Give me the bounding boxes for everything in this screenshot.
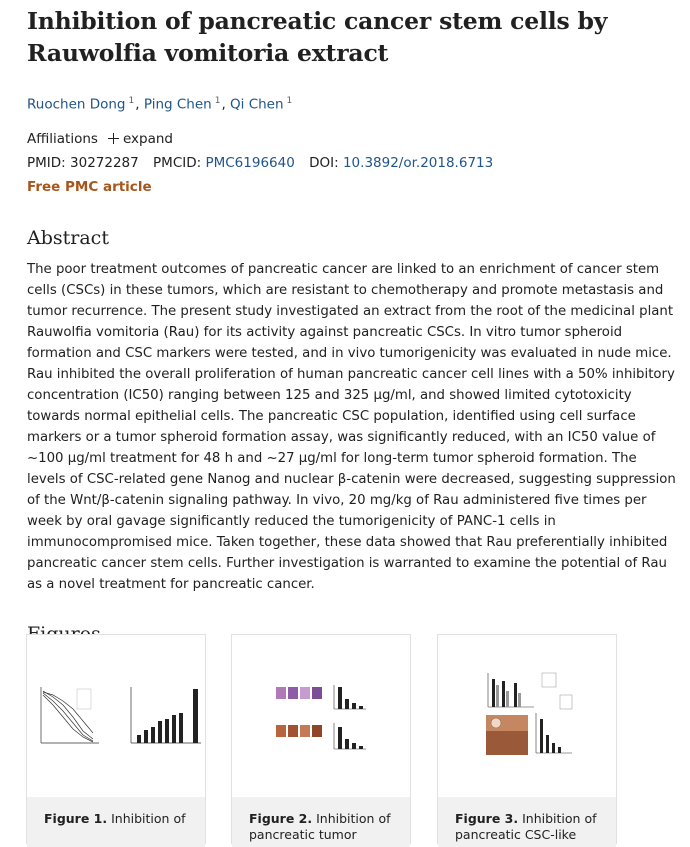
expand-button[interactable]: expand xyxy=(122,130,173,147)
figures-carousel xyxy=(26,634,626,844)
author-affiliation-sup[interactable]: 1 xyxy=(128,96,135,106)
figure-thumbnail-1[interactable] xyxy=(27,635,205,797)
author-list xyxy=(27,91,679,115)
author-link[interactable]: Ping Chen xyxy=(143,96,212,113)
author-link[interactable]: Ruochen Dong xyxy=(27,96,126,113)
figure-label: Figure 1. xyxy=(44,811,108,826)
figure-caption-text: Inhibition of pancreatic tumor xyxy=(249,811,391,842)
figure-label: Figure 2. xyxy=(249,811,313,826)
author-separator: , xyxy=(135,96,144,113)
doi-label: DOI: xyxy=(309,154,339,171)
abstract-heading: Abstract xyxy=(27,226,109,249)
pmcid-link[interactable]: PMC6196640 xyxy=(205,154,295,171)
free-pmc-article-badge[interactable]: Free PMC article xyxy=(27,178,152,195)
affiliations-label: Affiliations xyxy=(27,130,98,147)
abstract-text: The poor treatment outcomes of pancreatic cancer are linked to an enrichment of cancer stem cells (CSCs) in these tumors, which are resistant to chemotherapy and promote metastasis and tumor recurrence. The present study investigated an extract from the root of the medicinal plant Rauwolfia vomitoria (Rau) for its activity against pancreatic CSCs. In vitro tumor spheroid formation and CSC markers were tested, and in vivo tumorigenicity was evaluated in nude mice. Rau inhibited the overall proliferation of human pancreatic cancer cell lines with a 50% inhibitory concentration (IC50) ranging between 125 and 325 µg/ml, and showed limited cytotoxicity towards normal epithelial cells. The pancreatic CSC population, identified using cell surface markers or a tumor spheroid formation assay, was significantly reduced, with an IC50 value of ~100 µg/ml treatment for 48 h and ~27 µg/ml for long-term tumor spheroid formation. The levels of CSC-related gene Nanog and nuclear β-catenin were decreased, suggesting suppression of the Wnt/β-catenin signaling pathway. In vivo, 20 mg/kg of Rau administered five times per week by oral gavage significantly reduced the tumorigenicity of PANC-1 cells in immunocompromised mice. Taken together, these data showed that Rau preferentially inhibited pancreatic cancer stem cells. Further investigation is warranted to examine the potential of Rau as a novel treatment for pancreatic cancer. xyxy=(27,261,676,592)
doi-link[interactable]: 10.3892/or.2018.6713 xyxy=(342,154,494,171)
author-affiliation-sup[interactable]: 1 xyxy=(214,96,221,106)
author-affiliation-sup[interactable]: 1 xyxy=(286,96,293,106)
author-link[interactable]: Qi Chen xyxy=(230,96,284,113)
figure-card-2[interactable] xyxy=(231,634,411,844)
figure-caption-text: Inhibition of xyxy=(111,811,186,826)
article-title: Inhibition of pancreatic cancer stem cells by Rauwolfia vomitoria extract xyxy=(27,7,608,67)
article-header xyxy=(27,0,679,647)
figure-label: Figure 3. xyxy=(455,811,519,826)
figure-caption-text: Inhibition of pancreatic CSC-like xyxy=(455,811,597,842)
figure-thumbnail-2[interactable] xyxy=(232,635,410,797)
figure-card-1[interactable] xyxy=(26,634,206,844)
plus-icon[interactable] xyxy=(108,133,119,144)
affiliations-row xyxy=(27,129,679,149)
pmcid-label: PMCID: xyxy=(153,154,202,171)
pmid-label: PMID: xyxy=(27,154,66,171)
figure-thumbnail-3[interactable] xyxy=(438,635,616,797)
pmid-value: 30272287 xyxy=(70,154,139,171)
author-separator: , xyxy=(221,96,231,113)
figure-card-3[interactable] xyxy=(437,634,617,844)
identifiers-row xyxy=(27,153,679,173)
